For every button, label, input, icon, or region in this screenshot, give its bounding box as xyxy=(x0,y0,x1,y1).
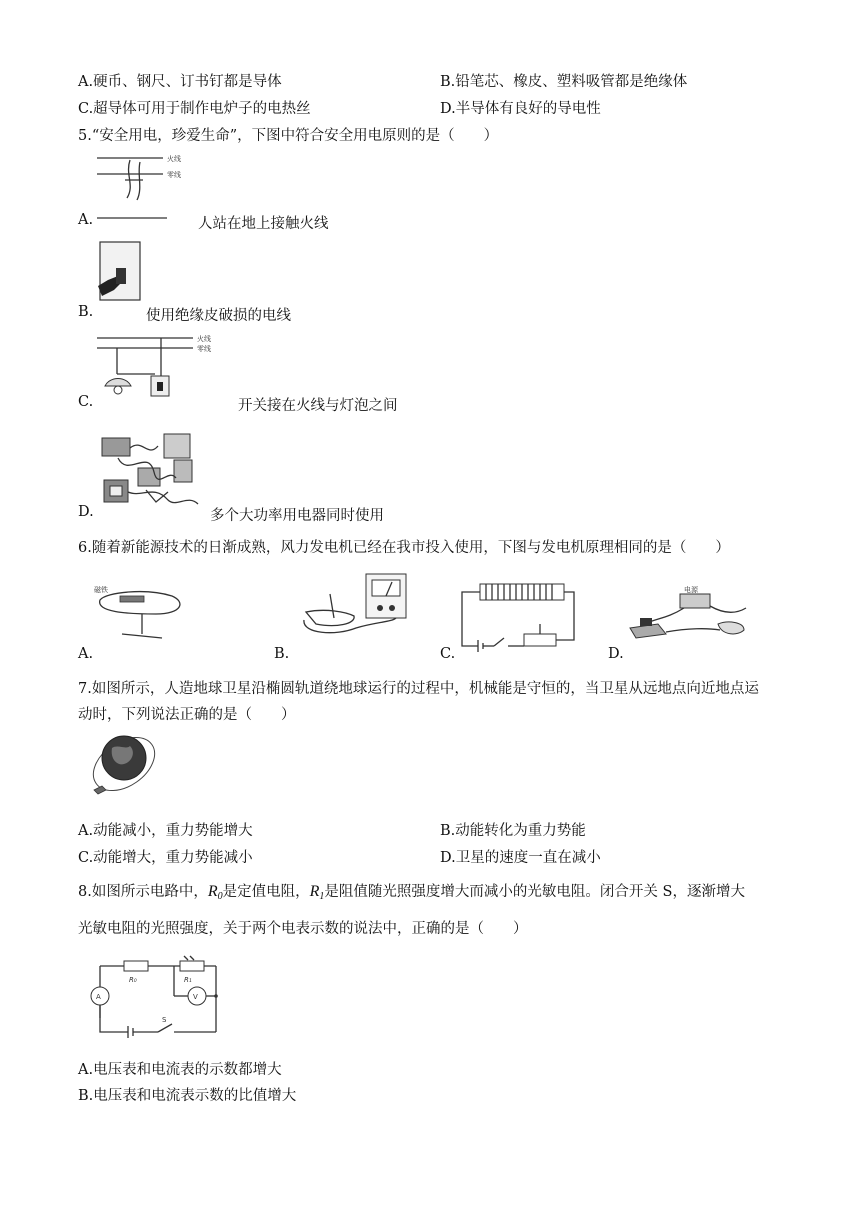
q8-circuit-figure xyxy=(84,956,234,1046)
svg-text:R₁: R₁ xyxy=(184,976,192,984)
q6-figure-b xyxy=(296,572,416,644)
q7-option-b: B.动能转化为重力势能 xyxy=(440,823,586,839)
svg-text:A: A xyxy=(96,993,101,1001)
q5-a-letter: A. xyxy=(78,212,94,228)
svg-text:R₀: R₀ xyxy=(129,976,137,984)
q5-d-text: 多个大功率用电器同时使用 xyxy=(210,508,384,524)
svg-text:电源: 电源 xyxy=(684,586,698,594)
q7-option-c: C.动能增大，重力势能减小 xyxy=(78,850,253,866)
q6-figure-a xyxy=(86,582,196,642)
q5-figure-c xyxy=(95,330,235,402)
q6-d-letter: D. xyxy=(608,646,624,662)
q5-a-text: 人站在地上接触火线 xyxy=(198,216,329,232)
svg-text:S: S xyxy=(162,1016,167,1024)
q4-option-a: A.硬币、钢尺、订书钉都是导体 xyxy=(78,74,282,90)
svg-text:零线: 零线 xyxy=(197,345,211,353)
q7-stem-line1: 7.如图所示，人造地球卫星沿椭圆轨道绕地球运行的过程中，机械能是守恒的，当卫星从远地点向近地点运 xyxy=(78,681,759,697)
q8-option-a: A.电压表和电流表的示数都增大 xyxy=(78,1062,282,1078)
q8-stem-part-b: 是定值电阻， xyxy=(222,884,310,900)
q8-stem-line1 xyxy=(78,880,745,902)
q5-figure-d xyxy=(98,428,208,514)
q6-figure-c xyxy=(456,578,576,650)
q5-figure-a xyxy=(95,150,205,230)
q5-stem: 5.“安全用电，珍爱生命”，下图中符合安全用电原则的是（ ） xyxy=(78,128,499,144)
q4-option-c: C.超导体可用于制作电炉子的电热丝 xyxy=(78,101,311,117)
q7-option-d: D.卫星的速度一直在减小 xyxy=(440,850,601,866)
q5-b-letter: B. xyxy=(78,304,94,320)
q6-stem: 6.随着新能源技术的日渐成熟，风力发电机已经在我市投入使用，下图与发电机原理相同的是（ ） xyxy=(78,540,730,556)
q6-a-letter: A. xyxy=(78,646,94,662)
q8-stem-part-c: 是阻值随光照强度增大而减小的光敏电阻。闭合开关 S，逐渐增大 xyxy=(324,884,745,900)
q8-r1: $R_1$ xyxy=(309,883,325,902)
q5-b-text: 使用绝缘皮破损的电线 xyxy=(146,308,291,324)
q6-c-letter: C. xyxy=(440,646,456,662)
svg-text:火线: 火线 xyxy=(197,335,211,343)
q8-stem-part-a: 8.如图所示电路中， xyxy=(78,884,208,900)
q7-stem-line2: 动时，下列说法正确的是（ ） xyxy=(78,707,296,723)
q8-option-b: B.电压表和电流表示数的比值增大 xyxy=(78,1088,297,1104)
q4-option-d: D.半导体有良好的导电性 xyxy=(440,101,601,117)
svg-text:V: V xyxy=(193,993,198,1001)
q5-d-letter: D. xyxy=(78,504,94,520)
q6-b-letter: B. xyxy=(274,646,290,662)
svg-text:零线: 零线 xyxy=(167,171,181,179)
q7-satellite-figure xyxy=(84,728,164,800)
q5-figure-b xyxy=(94,240,144,302)
q5-c-text: 开关接在火线与灯泡之间 xyxy=(238,398,398,414)
q8-stem-line2: 光敏电阻的光照强度，关于两个电表示数的说法中，正确的是（ ） xyxy=(78,921,528,937)
svg-text:火线: 火线 xyxy=(167,155,181,163)
q7-option-a: A.动能减小，重力势能增大 xyxy=(78,823,253,839)
q8-r0: $R_0$ xyxy=(207,883,223,902)
svg-text:磁铁: 磁铁 xyxy=(94,586,108,594)
q5-c-letter: C. xyxy=(78,394,94,410)
q4-option-b: B.铅笔芯、橡皮、塑料吸管都是绝缘体 xyxy=(440,74,688,90)
q6-figure-d xyxy=(628,584,758,646)
